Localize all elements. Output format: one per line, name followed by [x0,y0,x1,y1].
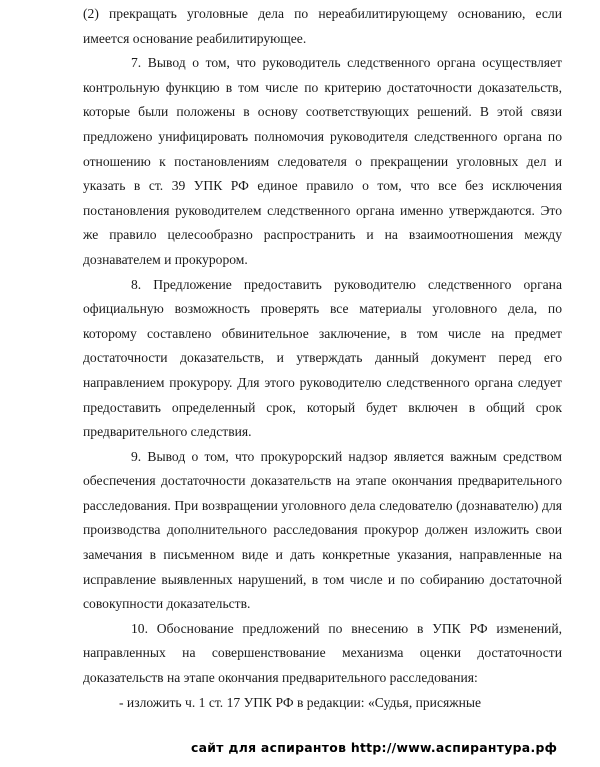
document-body [83,2,562,715]
paragraph-10: 10. Обоснование предложений по внесению в УПК РФ изменений, направленных на совершенствование механизма оценки достаточности доказательств на этапе окончания предварительного расследования: [83,620,562,686]
paragraph-9: 9. Вывод о том, что прокурорский надзор является важным средством обеспечения достаточности доказательств на этапе окончания предварительного расследования. При возвращении уголовного дела следователю (дознавателю) для производства дополнительного расследования прокурор должен изложить свои замечания в письменном виде и дать конкретные указания, направленные на исправление выявленных нарушений, в том числе и по собиранию достаточной совокупности доказательств. [83,448,562,612]
paragraph-7: 7. Вывод о том, что руководитель следственного органа осуществляет контрольную функцию в том числе по критерию достаточности доказательств, которые были положены в основу соответствующих решений. В этой связи предложено унифицировать полномочия руководителя следственного органа по отношению к постановлениям следователя о прекращении уголовных дел и указать в ст. 39 УПК РФ единое правило о том, что все без исключения постановления руководителем следственного органа именно утверждаются. Это же правило целесообразно распространить и на взаимоотношения между дознавателем и прокурором. [83,55,562,267]
paragraph-continuation: (2) прекращать уголовные дела по нереабилитирующему основанию, если имеется основание реабилитирующее. [83,6,562,46]
paragraph-8: 8. Предложение предоставить руководителю следственного органа официальную возможность проверять все материалы уголовного дела, по которому составлено обвинительное заключение, в том числе на предмет достаточности доказательств, и утверждать данный документ перед его направлением прокурору. Для этого руководителю следственного органа следует предоставить определенный срок, который будет включен в общий срок предварительного следствия. [83,276,562,440]
site-watermark: сайт для аспирантов http://www.аспирантура.рф [191,740,558,755]
paragraph-list-item: - изложить ч. 1 ст. 17 УПК РФ в редакции: «Судья, присяжные [119,694,482,710]
